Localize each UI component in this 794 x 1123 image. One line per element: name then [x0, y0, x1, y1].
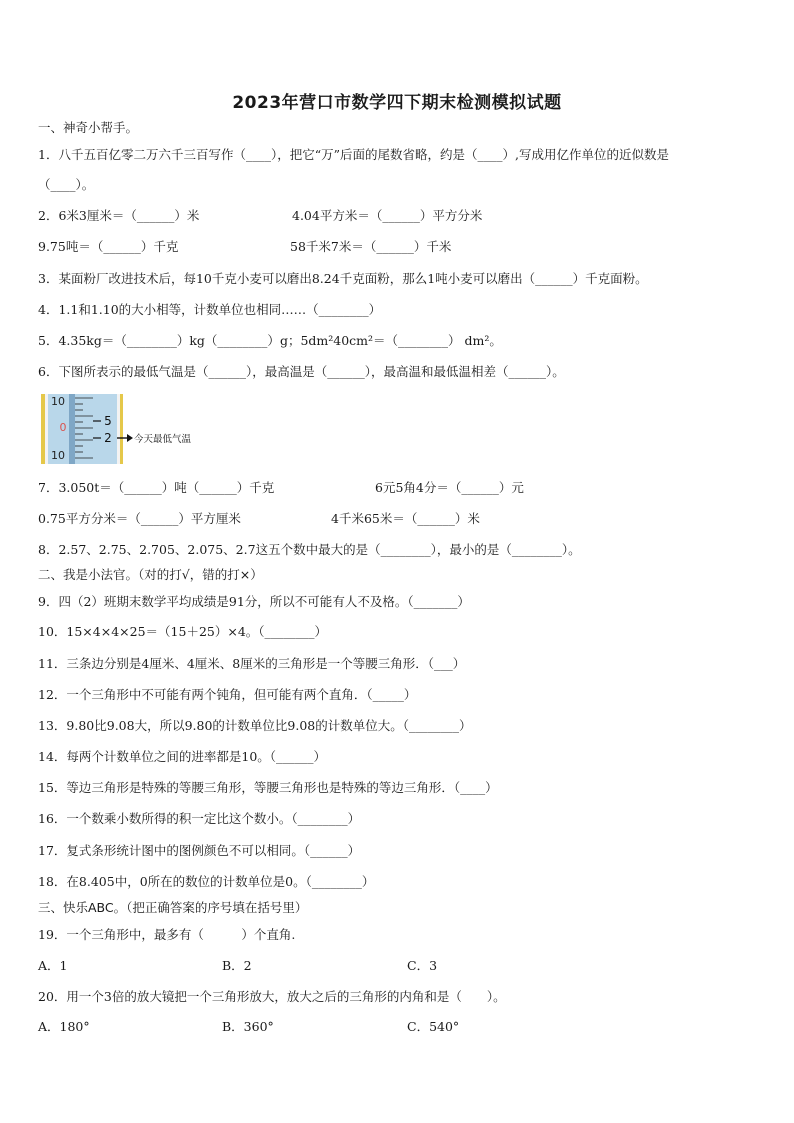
thermometer-caption: 今天最低气温	[134, 434, 192, 445]
question-12: 12．一个三角形中不可能有两个钝角，但可能有两个直角．（_____）	[38, 687, 417, 702]
section-heading-1: 一、神奇小帮手。	[38, 120, 139, 135]
question-7-left-b: 0.75平方分米＝（______）平方厘米	[38, 511, 241, 526]
question-1-line-1: 1．八千五百亿零二万六千三百写作（____），把它“万”后面的尾数省略，约是（____）,写成用亿作单位的近似数是	[38, 147, 669, 162]
high-mark-label: 5	[104, 414, 112, 428]
question-14: 14．每两个计数单位之间的进率都是10。（______）	[38, 749, 327, 764]
question-18: 18．在8.405中，0所在的数位的计数单位是0。（________）	[38, 874, 375, 889]
question-7-right-b: 4千米65米＝（______）米	[331, 511, 480, 526]
question-7-left-a: 7．3.050t＝（______）吨（______）千克	[38, 480, 275, 495]
question-19-option-a: A．1	[38, 958, 68, 973]
question-2-right-b: 58千米7米＝（______）千米	[290, 239, 452, 254]
question-2-left-a: 2．6米3厘米＝（______）米	[38, 208, 200, 223]
question-11: 11．三条边分别是4厘米、4厘米、8厘米的三角形是一个等腰三角形．（___）	[38, 656, 466, 671]
low-mark-label: 2	[104, 431, 112, 445]
question-8: 8．2.57、2.75、2.705、2.075、2.7这五个数中最大的是（________），最小的是（________）。	[38, 542, 581, 557]
question-2-left-b: 9.75吨＝（______）千克	[38, 239, 179, 254]
thermometer-figure	[41, 394, 201, 464]
question-16: 16．一个数乘小数所得的积一定比这个数小。（________）	[38, 811, 361, 826]
question-4: 4．1.1和1.10的大小相等，计数单位也相同……（________）	[38, 302, 382, 317]
question-13: 13．9.80比9.08大，所以9.80的计数单位比9.08的计数单位大。（________）	[38, 718, 472, 733]
question-3: 3．某面粉厂改进技术后，每10千克小麦可以磨出8.24千克面粉，那么1吨小麦可以磨出（______）千克面粉。	[38, 271, 648, 286]
question-7-right-a: 6元5角4分＝（______）元	[375, 480, 524, 495]
question-2-right-a: 4.04平方米＝（______）平方分米	[292, 208, 483, 223]
section-heading-2: 二、我是小法官。（对的打√，错的打×）	[38, 567, 263, 582]
question-1-line-2: （____）。	[38, 177, 95, 192]
page-title: 2023年营口市数学四下期末检测模拟试题	[232, 93, 562, 113]
section-heading-3: 三、快乐ABC。（把正确答案的序号填在括号里）	[38, 900, 308, 915]
question-20-option-a: A．180°	[38, 1019, 90, 1034]
tick-label-top: 10	[51, 395, 65, 408]
question-6: 6．下图所表示的最低气温是（______），最高温是（______），最高温和最低温相差（______）。	[38, 364, 565, 379]
question-15: 15．等边三角形是特殊的等腰三角形，等腰三角形也是特殊的等边三角形．（____）	[38, 780, 498, 795]
question-19-option-b: B．2	[222, 958, 252, 973]
question-19-option-c: C．3	[407, 958, 438, 973]
question-10: 10．15×4×4×25＝（15＋25）×4。（________）	[38, 624, 328, 639]
question-17: 17．复式条形统计图中的图例颜色不可以相同。（______）	[38, 843, 361, 858]
question-5: 5．4.35kg＝（________）kg（________）g；5dm²40cm²＝（________） dm²。	[38, 333, 502, 348]
question-20-option-b: B．360°	[222, 1019, 274, 1034]
question-19: 19．一个三角形中，最多有（ ）个直角.	[38, 927, 296, 942]
question-20: 20．用一个3倍的放大镜把一个三角形放大，放大之后的三角形的内角和是（ ）。	[38, 989, 506, 1004]
tick-label-zero: 0	[59, 421, 67, 434]
tick-label-bottom: 10	[51, 449, 65, 462]
arrow-right-icon	[127, 434, 133, 442]
question-9: 9．四（2）班期末数学平均成绩是91分，所以不可能有人不及格。（_______）	[38, 594, 470, 609]
question-20-option-c: C．540°	[407, 1019, 460, 1034]
